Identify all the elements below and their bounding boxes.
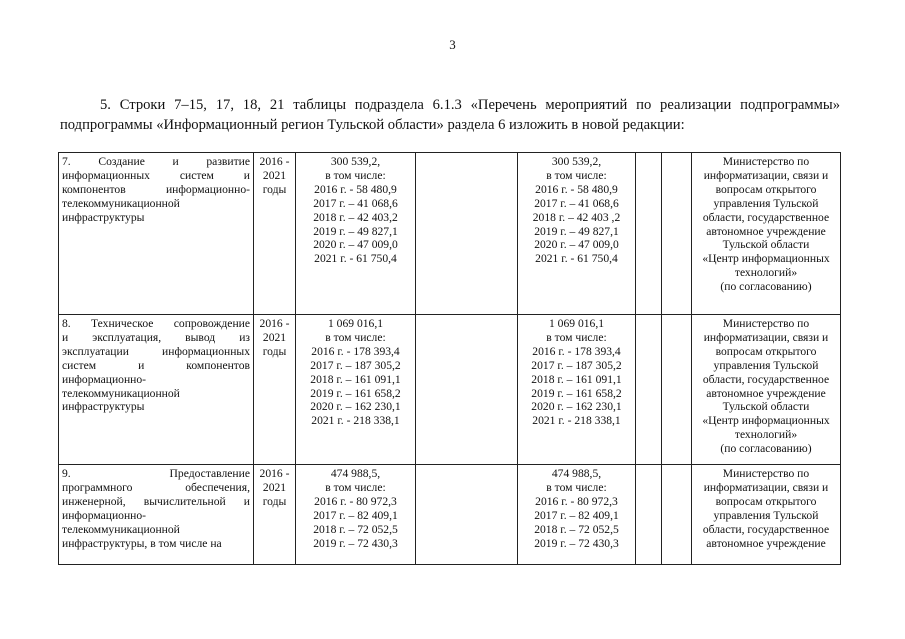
funding-total-cell-line: 2017 г. – 82 409,1 <box>313 508 398 522</box>
period-cell-line: годы <box>262 182 287 196</box>
funding-regional-cell-line: 2018 г. – 72 052,5 <box>534 522 619 536</box>
funding-total-cell-line: 300 539,2, <box>330 155 381 168</box>
funding-regional-cell-line: 2018 г. – 42 403 ,2 <box>532 210 621 224</box>
period-cell-line: годы <box>262 494 287 508</box>
executor-cell-line: (по согласованию) <box>720 280 812 294</box>
executor-cell-line: управления Тульской <box>713 196 819 210</box>
executor-cell-line: «Центр информационных <box>702 414 830 428</box>
period-cell-line: 2021 <box>262 168 287 182</box>
measure-name-cell-line: 7. Создание и развитие <box>62 155 250 168</box>
funding-regional-cell-line: 2018 г. – 161 091,1 <box>531 372 622 386</box>
funding-total-cell-line: 2016 г. - 80 972,3 <box>314 494 397 508</box>
table-row <box>59 315 841 465</box>
measure-name-cell-line: 8. Техническое сопровождение <box>62 317 250 330</box>
funding-total-cell-line: 2017 г. – 41 068,6 <box>313 196 398 210</box>
funding-regional-cell-line: 1 069 016,1 <box>548 317 605 330</box>
executor-cell-line: Тульской области <box>722 238 810 252</box>
executor-cell-line: автономное учреждение <box>706 386 826 400</box>
funding-total-cell-line: 2021 г. - 218 338,1 <box>311 414 400 428</box>
funding-federal-cell <box>416 315 518 465</box>
measure-name-cell-line: компонентов информационно- <box>62 182 250 196</box>
measure-name-cell-line: телекоммуникационной <box>62 386 180 400</box>
executor-cell-line: области, государственное <box>702 372 830 386</box>
executor-cell <box>692 465 841 565</box>
executor-cell-line: информатизации, связи и <box>703 168 829 182</box>
table-row <box>59 153 841 315</box>
period-cell-line: 2021 <box>262 330 287 344</box>
measure-name-cell-line: инженерной, вычислительной и <box>62 494 250 508</box>
funding-other-cell <box>662 153 692 315</box>
executor-cell-line: вопросам открытого <box>715 182 817 196</box>
measures-table <box>58 152 841 565</box>
period-cell <box>254 465 296 565</box>
executor-cell-line: Тульской области <box>722 400 810 414</box>
funding-other-cell <box>662 465 692 565</box>
funding-regional-cell-line: в том числе: <box>546 330 607 344</box>
funding-regional-cell-line: 2020 г. – 47 009,0 <box>534 238 619 252</box>
funding-regional-cell-line: 2017 г. – 82 409,1 <box>534 508 619 522</box>
funding-total-cell-line: 1 069 016,1 <box>327 317 384 330</box>
executor-cell-line: Министерство по <box>722 467 810 480</box>
executor-cell-line: управления Тульской <box>713 358 819 372</box>
measure-name-cell-line: эксплуатации информационных <box>62 344 250 358</box>
measure-name-cell-line: информационно- <box>62 508 147 522</box>
measure-name-cell-line: и эксплуатация, вывод из <box>62 330 250 344</box>
funding-total-cell-line: 2019 г. – 49 827,1 <box>313 224 398 238</box>
period-cell-line: 2021 <box>262 480 287 494</box>
executor-cell-line: области, государственное <box>702 522 830 536</box>
funding-regional-cell-line: в том числе: <box>546 168 607 182</box>
funding-total-cell-line: 2017 г. – 187 305,2 <box>310 358 401 372</box>
funding-local-cell <box>636 153 662 315</box>
funding-regional-cell-line: в том числе: <box>546 480 607 494</box>
executor-cell-line: технологий» <box>734 428 798 442</box>
funding-total-cell-line: 474 988,5, <box>330 467 381 480</box>
period-cell-line: 2016 - <box>259 317 290 330</box>
funding-regional-cell-line: 2019 г. – 49 827,1 <box>534 224 619 238</box>
executor-cell-line: Министерство по <box>722 317 810 330</box>
measure-name-cell <box>59 315 254 465</box>
measure-name-cell-line: телекоммуникационной <box>62 522 180 536</box>
executor-cell <box>692 153 841 315</box>
funding-regional-cell-line: 2020 г. – 162 230,1 <box>531 400 622 414</box>
funding-total-cell-line: 2019 г. – 72 430,3 <box>313 536 398 550</box>
funding-total-cell <box>296 465 416 565</box>
funding-total-cell-line: в том числе: <box>325 480 386 494</box>
funding-regional-cell-line: 2021 г. - 218 338,1 <box>532 414 621 428</box>
funding-regional-cell-line: 300 539,2, <box>551 155 602 168</box>
funding-regional-cell-line: 2021 г. - 61 750,4 <box>535 252 618 266</box>
funding-total-cell-line: в том числе: <box>325 330 386 344</box>
executor-cell-line: технологий» <box>734 266 798 280</box>
funding-total-cell <box>296 315 416 465</box>
period-cell-line: годы <box>262 344 287 358</box>
measure-name-cell-line: инфраструктуры <box>62 400 145 414</box>
measure-name-cell-line: телекоммуникационной <box>62 196 180 210</box>
funding-total-cell-line: 2018 г. – 72 052,5 <box>313 522 398 536</box>
table-row <box>59 465 841 565</box>
executor-cell-line: (по согласованию) <box>720 442 812 456</box>
executor-cell-line: вопросам открытого <box>715 344 817 358</box>
funding-total-cell-line: 2020 г. – 47 009,0 <box>313 238 398 252</box>
funding-total-cell-line: в том числе: <box>325 168 386 182</box>
funding-total-cell-line: 2021 г. - 61 750,4 <box>314 252 397 266</box>
funding-regional-cell <box>518 315 636 465</box>
funding-local-cell <box>636 465 662 565</box>
executor-cell-line: вопросам открытого <box>715 494 817 508</box>
funding-regional-cell-line: 2017 г. – 187 305,2 <box>531 358 622 372</box>
executor-cell-line: информатизации, связи и <box>703 330 829 344</box>
funding-regional-cell <box>518 153 636 315</box>
funding-total-cell-line: 2016 г. - 58 480,9 <box>314 182 397 196</box>
funding-other-cell <box>662 315 692 465</box>
funding-local-cell <box>636 315 662 465</box>
funding-regional-cell <box>518 465 636 565</box>
measure-name-cell <box>59 465 254 565</box>
funding-federal-cell <box>416 153 518 315</box>
period-cell-line: 2016 - <box>259 467 290 480</box>
executor-cell-line: управления Тульской <box>713 508 819 522</box>
executor-cell-line: информатизации, связи и <box>703 480 829 494</box>
funding-regional-cell-line: 2019 г. – 72 430,3 <box>534 536 619 550</box>
page-number: 3 <box>449 37 456 52</box>
intro-paragraph: 5. Строки 7–15, 17, 18, 21 таблицы подраздела 6.1.3 «Перечень мероприятий по реализации подпрограммы» подпрограммы «Информационный регион Тульской области» раздела 6 изложить в новой редакции: <box>60 97 840 133</box>
funding-federal-cell <box>416 465 518 565</box>
executor-cell <box>692 315 841 465</box>
funding-regional-cell-line: 2016 г. - 178 393,4 <box>532 344 621 358</box>
funding-total-cell <box>296 153 416 315</box>
executor-cell-line: области, государственное <box>702 210 830 224</box>
measure-name-cell-line: систем и компонентов <box>62 358 250 372</box>
period-cell <box>254 153 296 315</box>
executor-cell-line: автономное учреждение <box>706 536 826 550</box>
funding-total-cell-line: 2018 г. – 161 091,1 <box>310 372 401 386</box>
funding-regional-cell-line: 474 988,5, <box>551 467 602 480</box>
executor-cell-line: Министерство по <box>722 155 810 168</box>
executor-cell-line: автономное учреждение <box>706 224 826 238</box>
executor-cell-line: «Центр информационных <box>702 252 830 266</box>
measure-name-cell <box>59 153 254 315</box>
funding-total-cell-line: 2018 г. – 42 403,2 <box>313 210 398 224</box>
funding-regional-cell-line: 2017 г. – 41 068,6 <box>534 196 619 210</box>
funding-total-cell-line: 2019 г. – 161 658,2 <box>310 386 401 400</box>
measure-name-cell-line: инфраструктуры <box>62 210 145 224</box>
period-cell-line: 2016 - <box>259 155 290 168</box>
period-cell <box>254 315 296 465</box>
measure-name-cell-line: информационно- <box>62 372 147 386</box>
measure-name-cell-line: программного обеспечения, <box>62 480 250 494</box>
funding-total-cell-line: 2020 г. – 162 230,1 <box>310 400 401 414</box>
measure-name-cell-line: 9. Предоставление <box>62 467 250 480</box>
funding-regional-cell-line: 2016 г. - 80 972,3 <box>535 494 618 508</box>
funding-total-cell-line: 2016 г. - 178 393,4 <box>311 344 400 358</box>
measure-name-cell-line: информационных систем и <box>62 168 250 182</box>
measure-name-cell-line: инфраструктуры, в том числе на <box>62 536 222 550</box>
funding-regional-cell-line: 2016 г. - 58 480,9 <box>535 182 618 196</box>
funding-regional-cell-line: 2019 г. – 161 658,2 <box>531 386 622 400</box>
